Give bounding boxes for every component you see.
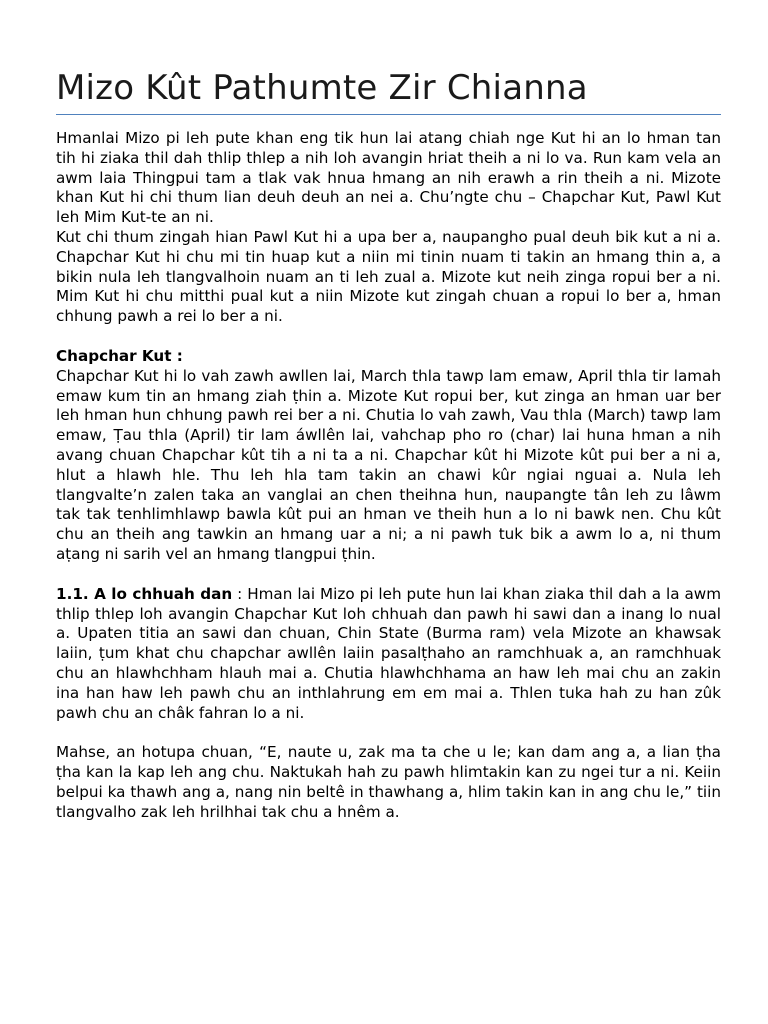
- paragraph-spacer: [56, 565, 721, 585]
- chapchar-heading: Chapchar Kut :: [56, 346, 183, 365]
- section-1-1-label: 1.1. A lo chhuah dan: [56, 584, 233, 603]
- chapchar-paragraph: Chapchar Kut hi lo vah zawh awllen lai, March thla tawp lam emaw, April thla tir lamah emaw kum tin an hmang ziah ṭhin a. Mizote Kut ropui ber, kut zinga an hman uar ber leh hman hun chhung pawh rei ber a ni. Chutia lo vah zawh, Vau thla (March) tawp lam emaw, Ṭau thla (April) tir lam áwllên lai, vahchap pho ro (char) lai huna hman a nih avang chuan Chapchar kût tih a ni ta a ni. Chapchar kût hi Mizote kût pui ber a ni a, hlut a hlawh hle. Thu leh hla tam takin an chawi kûr ngiai nguai a. Nula leh tlangvalte’n zalen taka an vanglai an chen theihna hun, naupangte tân leh zu lâwm tak tak tenhlimhlawp bawla kût pui an hman ve theih hun a lo ni bawk nen. Chu kût chu an theih ang tawkin an hmang uar a ni; a ni pawh tuk bik a awm lo a, ni thum aṭang ni sarih vel an hmang tlangpui ṭhin.: [56, 366, 721, 563]
- document-page: [56, 68, 721, 823]
- paragraph-spacer: [56, 723, 721, 743]
- section-1-1-text: : Hman lai Mizo pi leh pute hun lai khan ziaka thil dah a la awm thlip thlep loh avangin Chapchar Kut loh chhuah dan pawh hi sawi dan a inang lo nual a. Upaten titia an sawi dan chuan, Chin State (Burma ram) vela Mizote an khawsak laiin, ṭum khat chu chapchar awllên laiin pasalṭhaho an ramchhuak a, an ramchhuak chu an hlawhchham hlauh mai a. Chutia hlawhchhama an haw leh mai chu an zakin ina han haw leh pawh chu an inthlahrung em em mai a. Thlen tuka hah zu han zûk pawh chu an châk fahran lo a ni.: [56, 584, 721, 722]
- intro-paragraph-1: Hmanlai Mizo pi leh pute khan eng tik hun lai atang chiah nge Kut hi an lo hman tan tih hi ziaka thil dah thlip thlep a nih loh avangin hriat theih a ni lo va. Run kam vela an awm laia Thingpui tam a tlak vak hnua hmang an nih erawh a rin theih a ni. Mizote khan Kut hi chi thum lian deuh deuh an nei a. Chu’ngte chu – Chapchar Kut, Pawl Kut leh Mim Kut-te an ni.: [56, 129, 721, 227]
- title-underline: [56, 114, 721, 115]
- intro-paragraph-2: Kut chi thum zingah hian Pawl Kut hi a upa ber a, naupangho pual deuh bik kut a ni a. Chapchar Kut hi chu mi tin huap kut a niin mi tinin nuam ti takin an hmang thin a, a bikin nula leh tlangvalhoin nuam an ti leh zual a. Mizote kut neih zinga ropui ber a ni. Mim Kut hi chu mitthi pual kut a niin Mizote kut zingah chuan a ropui lo ber a, hman chhung pawh a rei lo ber a ni.: [56, 227, 721, 326]
- document-title: Mizo Kût Pathumte Zir Chianna: [56, 68, 588, 108]
- paragraph-spacer: [56, 327, 721, 347]
- section-1-1-paragraph: [56, 585, 721, 724]
- mahse-paragraph: Mahse, an hotupa chuan, “E, naute u, zak ma ta che u le; kan dam ang a, a lian ṭha ṭha kan la kap leh ang chu. Naktukah hah zu pawh hlimtakin kan zu ngei tur a ni. Keiin belpui ka thawh ang a, nang nin beltê in thawhang a, hlim takin kan in ang chu le,” tiin tlangvalho zak leh hrilhhai tak chu a hnêm a.: [56, 743, 721, 821]
